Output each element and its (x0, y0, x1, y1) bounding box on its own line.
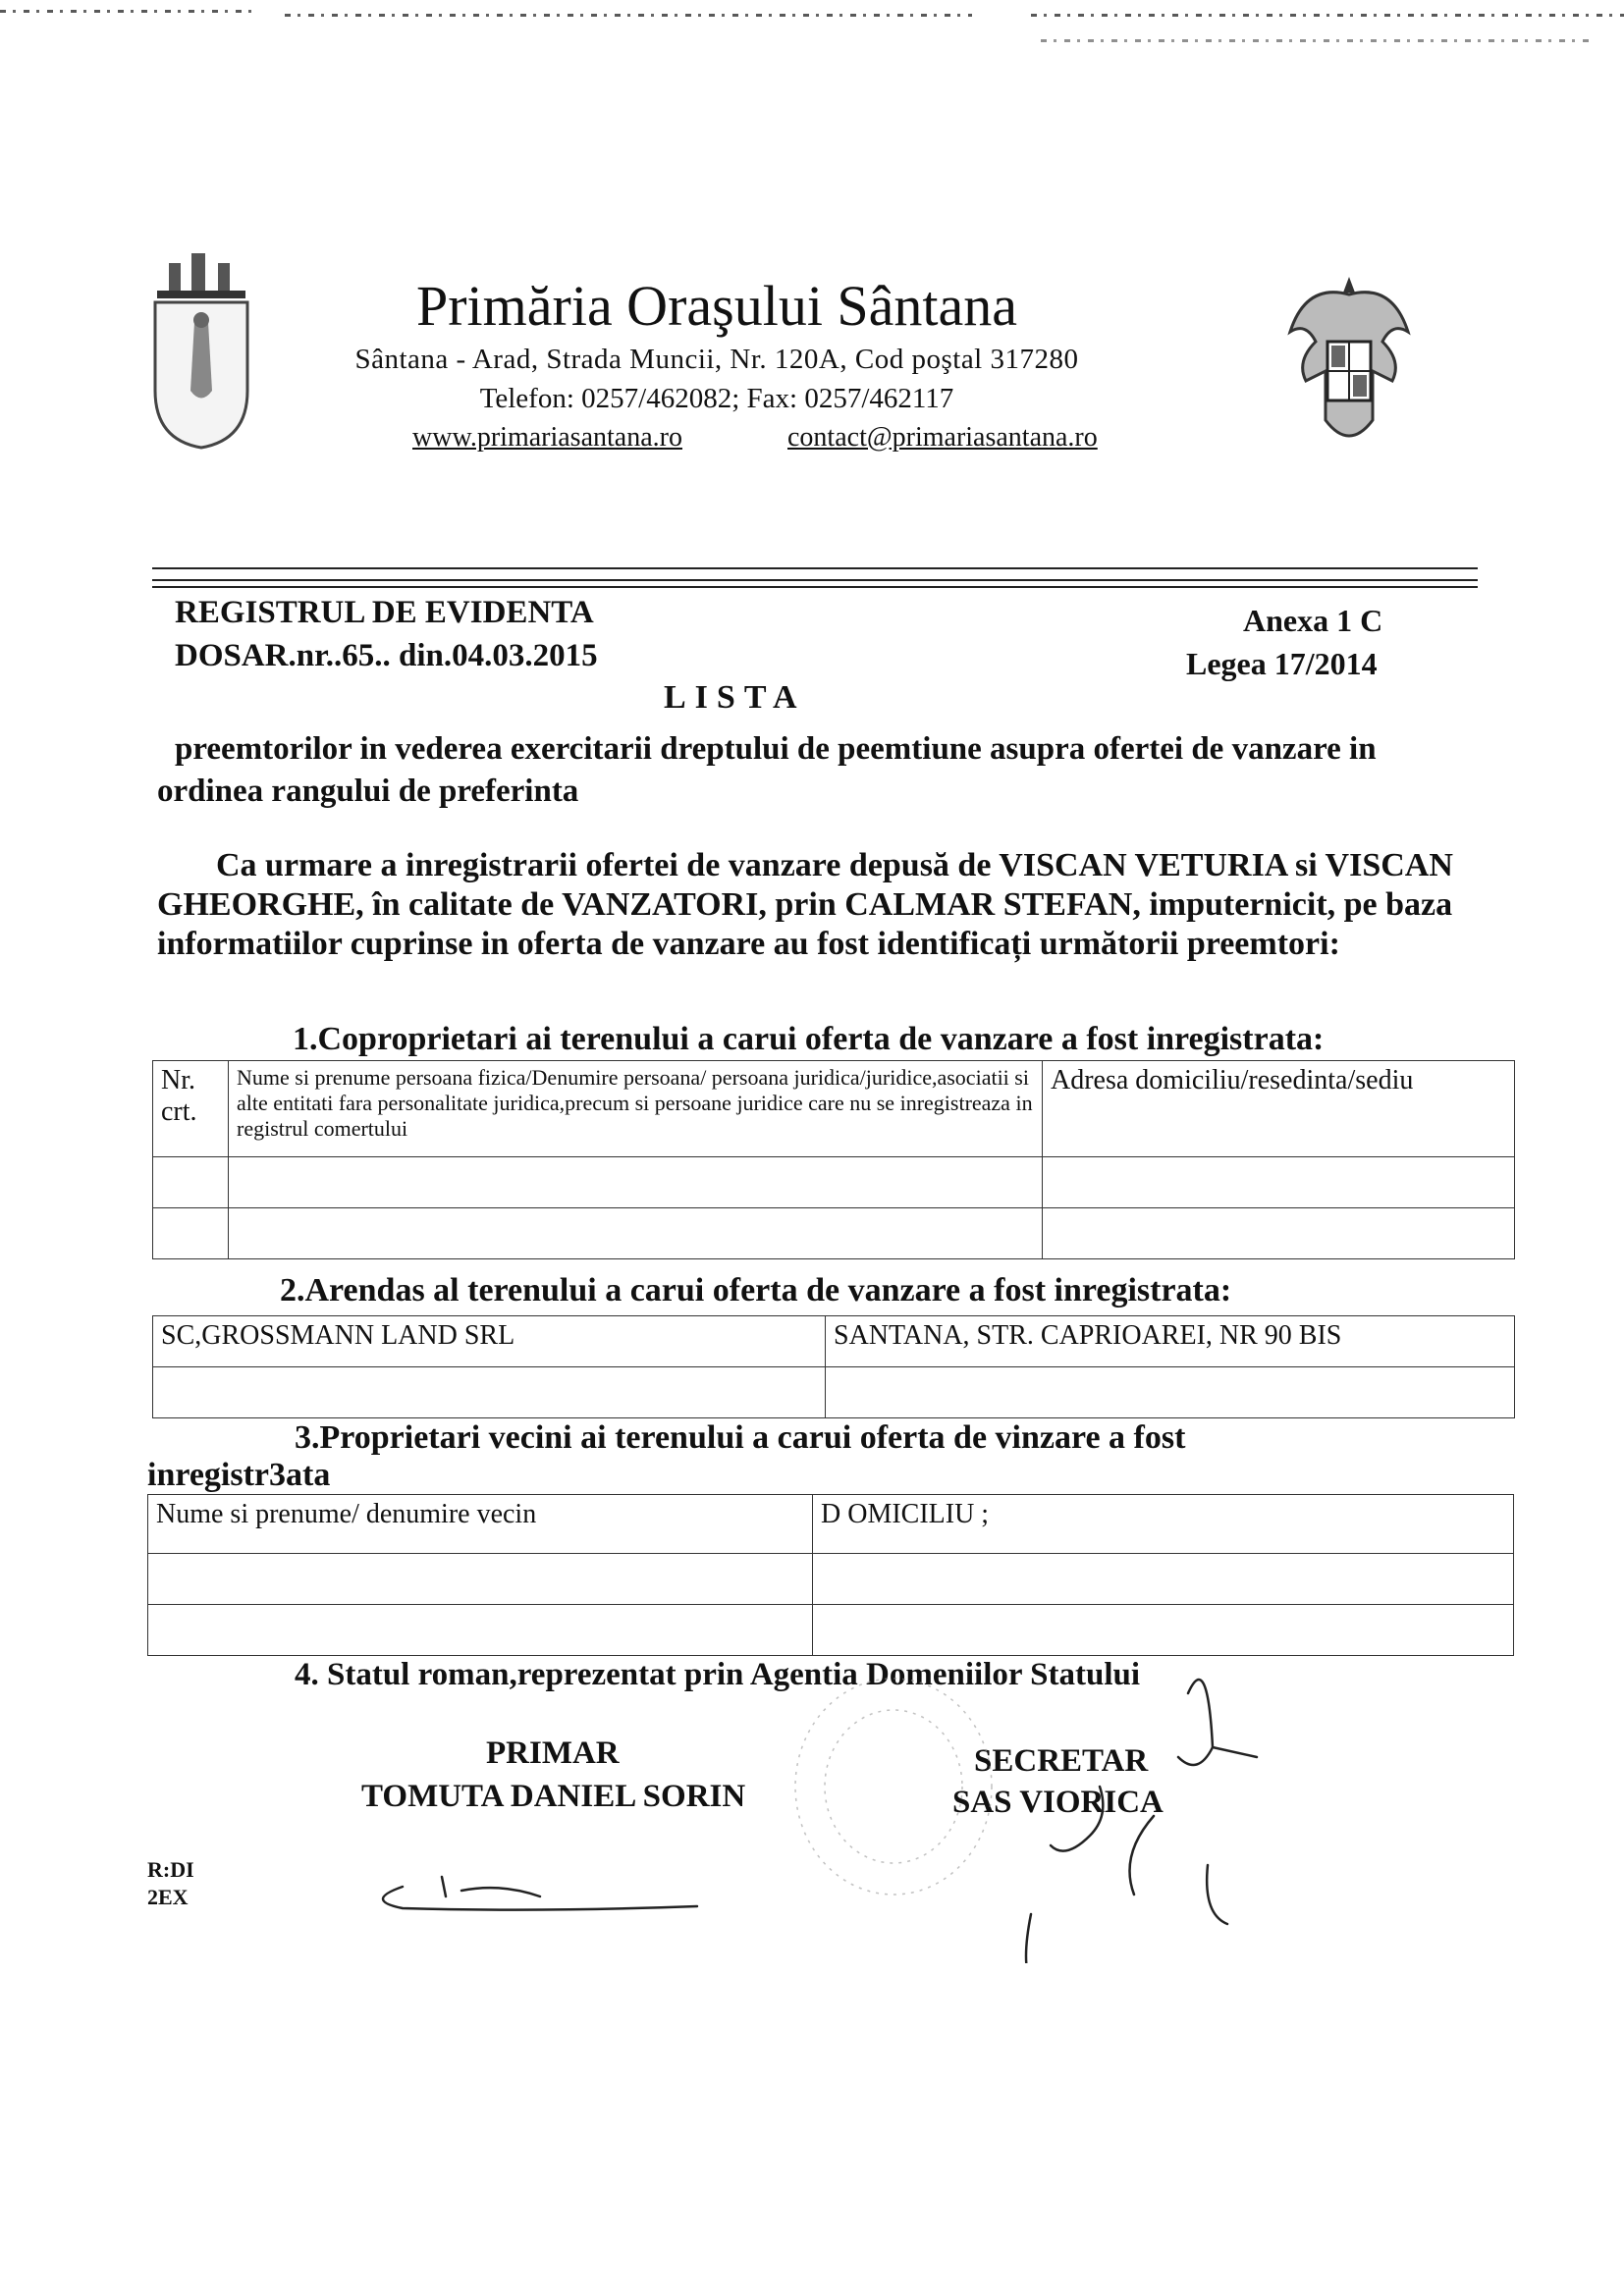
dosar-number: DOSAR.nr..65.. din.04.03.2015 (175, 638, 598, 673)
vecini-table (147, 1494, 1514, 1656)
table-row (148, 1605, 1514, 1656)
section-3-heading-cont: inregistr3ata (147, 1457, 331, 1493)
romania-coat-of-arms-icon (1286, 273, 1412, 455)
section-3-heading: 3.Proprietari vecini ai terenului a carui oferta de vinzare a fost (295, 1419, 1186, 1456)
legea-label: Legea 17/2014 (1186, 646, 1378, 681)
lista-title: LISTA (664, 679, 806, 716)
institution-name: Primăria Oraşului Sântana (415, 274, 1018, 338)
table-row (148, 1554, 1514, 1605)
scan-artifact (0, 0, 1624, 59)
table-row (153, 1208, 1515, 1259)
table-row (153, 1316, 1515, 1367)
coproprietari-table (152, 1060, 1515, 1259)
arendas-name: SC,GROSSMANN LAND SRL (153, 1316, 826, 1367)
table-row (153, 1367, 1515, 1418)
town-coat-of-arms-icon (147, 243, 255, 450)
signatures-icon (344, 1669, 1326, 1963)
table-row (148, 1495, 1514, 1554)
col-nr-crt: Nr. crt. (153, 1061, 229, 1157)
section-2-heading: 2.Arendas al terenului a carui oferta de vanzare a fost inregistrata: (280, 1272, 1232, 1308)
header-divider-3 (152, 586, 1478, 588)
website-link[interactable]: www.primariasantana.ro (412, 422, 682, 453)
arendas-table (152, 1315, 1515, 1418)
institution-address: Sântana - Arad, Strada Muncii, Nr. 120A, Cod poştal 317280 (354, 344, 1079, 375)
intro-paragraph: Ca urmare a inregistrarii ofertei de vanzare depusă de VISCAN VETURIA si VISCAN GHEORGHE, în calitate de VANZATORI, prin CALMAR STEFAN, imputernicit, pe baza informatiilor cuprinse in oferta de vanzare au fost identificați următorii preemtori: (157, 847, 1453, 962)
reference-code: R:DI (147, 1857, 194, 1882)
section-1-heading: 1.Coproprietari ai terenului a carui oferta de vanzare a fost inregistrata: (293, 1021, 1325, 1057)
col-nume-vecin: Nume si prenume/ denumire vecin (148, 1495, 813, 1554)
table-row (153, 1157, 1515, 1208)
email-link[interactable]: contact@primariasantana.ro (787, 422, 1098, 453)
secretar-name: SAS VIORICA (952, 1785, 1164, 1820)
header-divider-2 (152, 579, 1478, 581)
col-nume: Nume si prenume persoana fizica/Denumire persoana/ persoana juridica/juridice,asociatii si alte entitati fara personalitate juridica,precum si persoane juridice care nu se inregistreaza in registrul comertului (229, 1061, 1043, 1157)
institution-phone-fax: Telefon: 0257/462082; Fax: 0257/462117 (479, 383, 954, 414)
arendas-address: SANTANA, STR. CAPRIOAREI, NR 90 BIS (826, 1316, 1515, 1367)
register-title: REGISTRUL DE EVIDENTA (175, 595, 594, 630)
col-domiciliu: D OMICILIU ; (813, 1495, 1514, 1554)
section-4: 4. Statul roman,reprezentat prin Agentia Domeniilor Statului (295, 1657, 1141, 1692)
primar-title: PRIMAR (486, 1735, 620, 1771)
primar-name: TOMUTA DANIEL SORIN (361, 1779, 746, 1814)
table-row (153, 1061, 1515, 1157)
header-divider (152, 567, 1478, 569)
col-adresa: Adresa domiciliu/resedinta/sediu (1043, 1061, 1515, 1157)
anexa-label: Anexa 1 C (1243, 603, 1383, 638)
copies-count: 2EX (147, 1885, 189, 1909)
lista-subtitle: preemtorilor in vederea exercitarii dreptului de peemtiune asupra ofertei de vanzare in ordinea rangului de preferinta (157, 731, 1377, 809)
secretar-title: SECRETAR (974, 1743, 1149, 1779)
